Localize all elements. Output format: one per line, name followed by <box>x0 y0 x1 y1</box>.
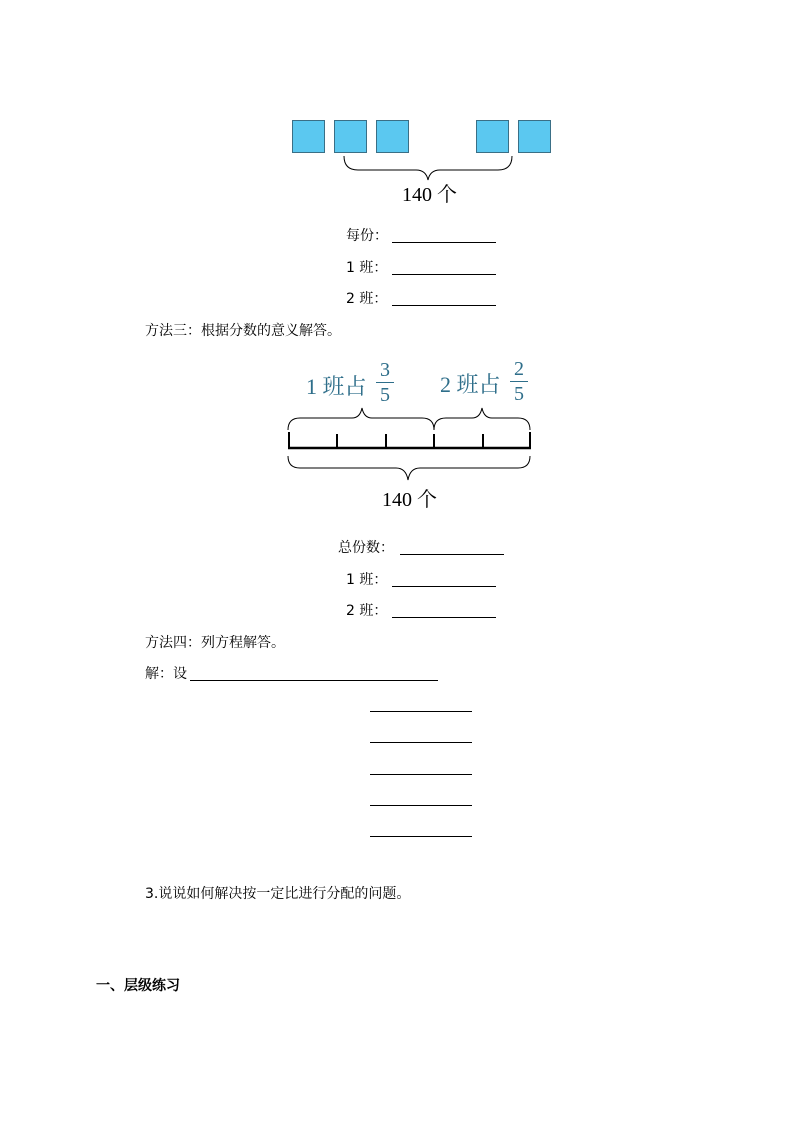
total-parts-label: 总份数： <box>338 540 394 556</box>
class1-fraction <box>376 359 394 406</box>
class1-label: 1 班： <box>346 260 388 276</box>
m3-class1-label: 1 班： <box>346 572 388 588</box>
fraction-bar <box>510 381 528 382</box>
class2-label: 2 班： <box>346 291 388 307</box>
m3-class1-blank[interactable] <box>392 586 496 587</box>
block-square <box>334 120 367 153</box>
brace-under-blocks <box>330 154 520 184</box>
solve-label: 解：设 <box>145 666 187 682</box>
solve-blank[interactable] <box>190 680 438 681</box>
class2-numerator: 2 <box>514 358 524 380</box>
total-label-2: 140 个 <box>382 489 437 511</box>
m3-class2-label: 2 班： <box>346 603 388 619</box>
class2-fraction <box>510 358 528 405</box>
equation-blank-2[interactable] <box>370 742 472 743</box>
class1-blank[interactable] <box>392 274 496 275</box>
section-heading: 一、层级练习 <box>96 978 180 994</box>
equation-blank-3[interactable] <box>370 774 472 775</box>
class1-numerator: 3 <box>380 359 390 381</box>
equation-blank-4[interactable] <box>370 805 472 806</box>
total-parts-blank[interactable] <box>400 554 504 555</box>
total-label: 140 个 <box>402 184 457 206</box>
block-square <box>376 120 409 153</box>
method3-heading: 方法三：根据分数的意义解答。 <box>145 323 341 339</box>
each-share-label: 每份： <box>346 228 388 244</box>
class2-denominator: 5 <box>514 383 524 405</box>
class2-fraction-label: 2 班占 <box>440 372 501 397</box>
segment-diagram <box>282 404 538 484</box>
class1-fraction-label: 1 班占 <box>306 374 367 399</box>
equation-blank-5[interactable] <box>370 836 472 837</box>
m3-class2-blank[interactable] <box>392 617 496 618</box>
each-share-blank[interactable] <box>392 242 496 243</box>
question-3: 3.说说如何解决按一定比进行分配的问题。 <box>145 886 411 902</box>
equation-blank-1[interactable] <box>370 711 472 712</box>
method4-heading: 方法四：列方程解答。 <box>145 635 285 651</box>
block-square <box>476 120 509 153</box>
block-square <box>518 120 551 153</box>
fraction-bar <box>376 382 394 383</box>
block-square <box>292 120 325 153</box>
class2-blank[interactable] <box>392 305 496 306</box>
class1-denominator: 5 <box>380 384 390 406</box>
